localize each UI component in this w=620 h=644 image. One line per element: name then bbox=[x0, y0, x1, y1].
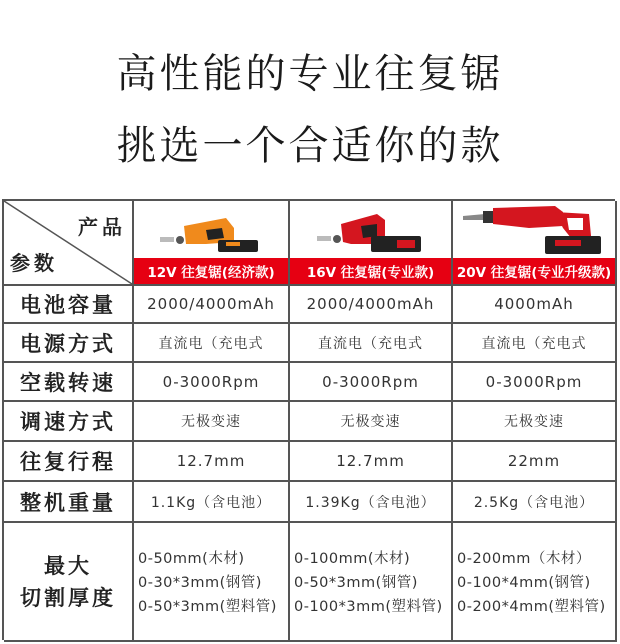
power-20v: 直流电（充电式 bbox=[453, 324, 617, 363]
speed-control-12v: 无极变速 bbox=[134, 402, 290, 442]
speed-20v: 0-3000Rpm bbox=[453, 363, 617, 402]
cut-16v-wood: 0-100mm(木材) bbox=[294, 551, 411, 567]
headline-line-2: 挑选一个合适你的款 bbox=[116, 123, 504, 169]
weight-20v: 2.5Kg（含电池） bbox=[453, 482, 617, 523]
battery-16v: 2000/4000mAh bbox=[290, 286, 453, 324]
battery-12v: 2000/4000mAh bbox=[134, 286, 290, 324]
product-name-20v: 20V 往复锯(专业升级款) bbox=[453, 258, 615, 284]
headline-line-1: 高性能的专业往复锯 bbox=[116, 51, 504, 97]
speed-12v: 0-3000Rpm bbox=[134, 363, 290, 402]
max-cut-label-line2: 切割厚度 bbox=[20, 585, 116, 610]
table-corner-header bbox=[4, 201, 134, 286]
row-label-weight: 整机重量 bbox=[4, 482, 134, 523]
saw-16v-image bbox=[290, 201, 451, 258]
stroke-16v: 12.7mm bbox=[290, 442, 453, 482]
cut-12v-wood: 0-50mm(木材) bbox=[138, 551, 245, 567]
product-header-16v bbox=[290, 201, 453, 286]
corner-label-product: 产品 bbox=[78, 215, 126, 239]
cut-16v-plastic: 0-100*3mm(塑料管) bbox=[294, 599, 443, 615]
max-cut-12v bbox=[134, 523, 290, 642]
row-label-power: 电源方式 bbox=[4, 324, 134, 363]
cut-12v-plastic: 0-50*3mm(塑料管) bbox=[138, 599, 277, 615]
power-16v: 直流电（充电式 bbox=[290, 324, 453, 363]
saw-12v-image bbox=[134, 201, 288, 258]
row-label-max-cut bbox=[4, 523, 134, 642]
weight-16v: 1.39Kg（含电池） bbox=[290, 482, 453, 523]
product-name-16v: 16V 往复锯(专业款) bbox=[290, 258, 451, 284]
row-label-speed: 空载转速 bbox=[4, 363, 134, 402]
max-cut-label-line1: 最大 bbox=[44, 553, 92, 578]
product-header-12v bbox=[134, 201, 290, 286]
speed-16v: 0-3000Rpm bbox=[290, 363, 453, 402]
battery-20v: 4000mAh bbox=[453, 286, 617, 324]
row-label-stroke: 往复行程 bbox=[4, 442, 134, 482]
cut-20v-wood: 0-200mm（木材） bbox=[457, 551, 591, 567]
cut-12v-steel: 0-30*3mm(钢管) bbox=[138, 575, 262, 591]
cut-20v-steel: 0-100*4mm(钢管) bbox=[457, 575, 591, 591]
max-cut-16v bbox=[290, 523, 453, 642]
speed-control-16v: 无极变速 bbox=[290, 402, 453, 442]
cut-16v-steel: 0-50*3mm(钢管) bbox=[294, 575, 418, 591]
row-label-speed-control: 调速方式 bbox=[4, 402, 134, 442]
max-cut-20v bbox=[453, 523, 617, 642]
power-12v: 直流电（充电式 bbox=[134, 324, 290, 363]
weight-12v: 1.1Kg（含电池） bbox=[134, 482, 290, 523]
speed-control-20v: 无极变速 bbox=[453, 402, 617, 442]
comparison-table bbox=[2, 199, 615, 640]
saw-20v-image bbox=[453, 201, 615, 258]
stroke-12v: 12.7mm bbox=[134, 442, 290, 482]
product-name-12v: 12V 往复锯(经济款) bbox=[134, 258, 288, 284]
stroke-20v: 22mm bbox=[453, 442, 617, 482]
corner-label-params: 参数 bbox=[10, 251, 58, 275]
row-label-battery: 电池容量 bbox=[4, 286, 134, 324]
cut-20v-plastic: 0-200*4mm(塑料管) bbox=[457, 599, 606, 615]
product-header-20v bbox=[453, 201, 617, 286]
